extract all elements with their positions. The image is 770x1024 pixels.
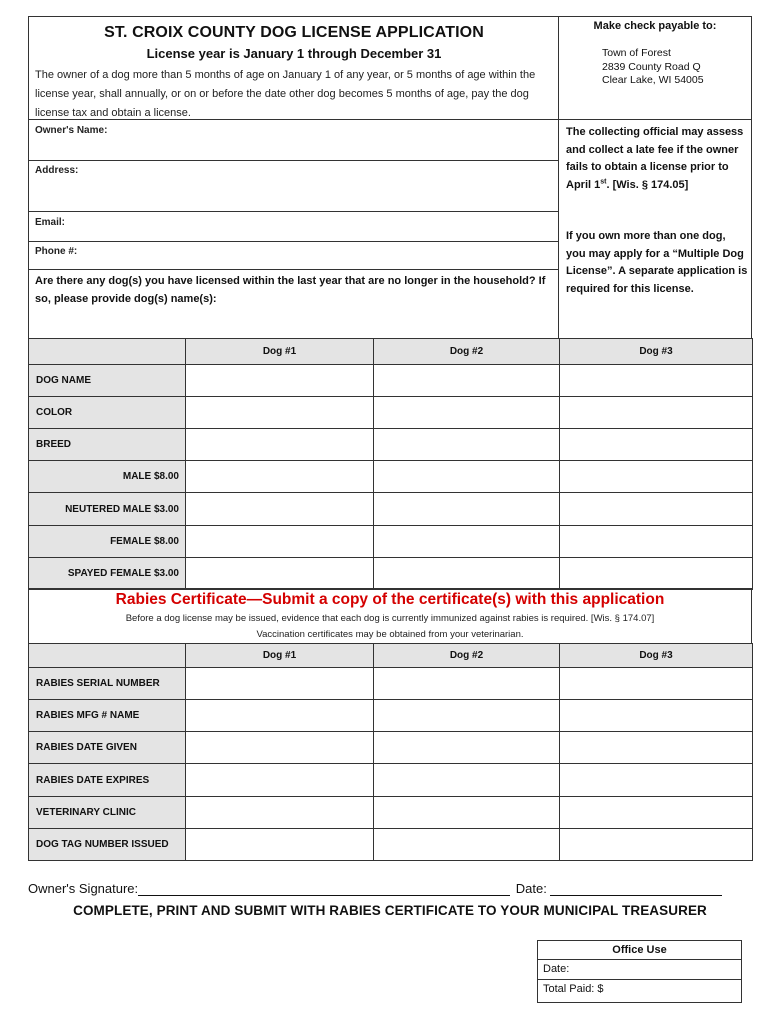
table-row: [29, 829, 753, 861]
dog-2-rabies-date-given-cell[interactable]: [374, 732, 560, 764]
dog-2-color-cell[interactable]: [374, 397, 560, 429]
table-row: [29, 764, 753, 797]
email-label: Email:: [35, 217, 66, 228]
rabies-col-dog-3: Dog #3: [560, 644, 753, 668]
signature-date-line[interactable]: [550, 881, 722, 896]
dog-1-tag-number-cell[interactable]: [186, 829, 374, 861]
dog-3-breed-cell[interactable]: [560, 429, 753, 461]
dog-1-rabies-date-expires-cell[interactable]: [186, 764, 374, 797]
dog-2-neutered-male-cell[interactable]: [374, 493, 560, 526]
row-label-dog-name: DOG NAME: [29, 365, 186, 397]
dog-2-rabies-mfg-cell[interactable]: [374, 700, 560, 732]
late-fee-notice: [566, 124, 748, 194]
dog-2-breed-cell[interactable]: [374, 429, 560, 461]
row-label-rabies-date-expires: RABIES DATE EXPIRES: [29, 764, 186, 797]
license-col-dog-3: Dog #3: [560, 339, 753, 365]
dog-2-male-cell[interactable]: [374, 461, 560, 493]
phone-field[interactable]: [28, 241, 559, 270]
row-label-female: FEMALE $8.00: [29, 526, 186, 558]
email-field[interactable]: [28, 211, 559, 242]
owner-name-field[interactable]: [28, 119, 559, 161]
table-row: [29, 365, 753, 397]
late-fee-notice-b: . [Wis. § 174.05]: [606, 178, 689, 191]
rabies-header-blank: [29, 644, 186, 668]
table-row: [29, 558, 753, 590]
owner-signature-line[interactable]: [138, 881, 510, 896]
row-label-breed: BREED: [29, 429, 186, 461]
phone-label: Phone #:: [35, 246, 78, 257]
payable-title: Make check payable to:: [593, 20, 717, 32]
row-label-rabies-mfg: RABIES MFG # NAME: [29, 700, 186, 732]
dog-2-spayed-female-cell[interactable]: [374, 558, 560, 590]
payable-line-3: Clear Lake, WI 54005: [602, 74, 704, 86]
table-row: [29, 668, 753, 700]
page-title: ST. CROIX COUNTY DOG LICENSE APPLICATION: [104, 24, 484, 41]
dog-1-neutered-male-cell[interactable]: [186, 493, 374, 526]
dog-3-vet-clinic-cell[interactable]: [560, 797, 753, 829]
dog-1-name-cell[interactable]: [186, 365, 374, 397]
dog-1-rabies-serial-cell[interactable]: [186, 668, 374, 700]
license-year-subtitle: License year is January 1 through December 31: [146, 46, 442, 61]
dog-2-rabies-serial-cell[interactable]: [374, 668, 560, 700]
late-fee-notice-a: The collecting official may assess and collect a late fee if the owner fails to obtain a license prior to April 1: [566, 126, 744, 191]
license-header-row: [29, 339, 753, 365]
table-row: [29, 429, 753, 461]
rabies-table: [28, 643, 753, 861]
dog-1-spayed-female-cell[interactable]: [186, 558, 374, 590]
dog-3-rabies-serial-cell[interactable]: [560, 668, 753, 700]
dog-1-male-cell[interactable]: [186, 461, 374, 493]
dog-2-female-cell[interactable]: [374, 526, 560, 558]
dog-1-rabies-date-given-cell[interactable]: [186, 732, 374, 764]
table-row: [29, 700, 753, 732]
dog-2-tag-number-cell[interactable]: [374, 829, 560, 861]
intro-text: The owner of a dog more than 5 months of age on January 1 of any year, or 5 months of age within the license year, shall annually, or on or before the date other dog becomes 5 months of age, pay the dog license tax and obtain a license.: [35, 69, 536, 119]
address-label: Address:: [35, 165, 79, 176]
rabies-header-row: [29, 644, 753, 668]
previous-dogs-question: Are there any dog(s) you have licensed within the last year that are no longer in the household? If so, please provide dog(s) name(s):: [35, 275, 546, 305]
dog-1-vet-clinic-cell[interactable]: [186, 797, 374, 829]
dog-3-female-cell[interactable]: [560, 526, 753, 558]
dog-3-rabies-mfg-cell[interactable]: [560, 700, 753, 732]
payable-line-2: 2839 County Road Q: [602, 60, 701, 73]
payable-address: [602, 47, 704, 88]
row-label-dog-tag-number: DOG TAG NUMBER ISSUED: [29, 829, 186, 861]
owner-name-label: Owner's Name:: [35, 125, 108, 136]
dog-3-rabies-date-given-cell[interactable]: [560, 732, 753, 764]
owner-signature-label: Owner's Signature:: [28, 881, 139, 896]
table-row: [29, 732, 753, 764]
row-label-spayed-female: SPAYED FEMALE $3.00: [29, 558, 186, 590]
office-use-divider-1: [537, 959, 742, 960]
row-label-neutered-male: NEUTERED MALE $3.00: [29, 493, 186, 526]
office-use-total-paid-label: Total Paid: $: [543, 983, 604, 995]
rabies-col-dog-2: Dog #2: [374, 644, 560, 668]
dog-2-rabies-date-expires-cell[interactable]: [374, 764, 560, 797]
rabies-title: Rabies Certificate—Submit a copy of the certificate(s) with this application: [115, 591, 665, 608]
multiple-dog-notice: If you own more than one dog, you may apply for a “Multiple Dog License”. A separate application is required for this license.: [566, 230, 748, 295]
table-row: [29, 397, 753, 429]
table-row: [29, 797, 753, 829]
dog-2-name-cell[interactable]: [374, 365, 560, 397]
table-row: [29, 493, 753, 526]
signature-date-label: Date:: [515, 881, 547, 896]
dog-1-rabies-mfg-cell[interactable]: [186, 700, 374, 732]
office-use-date-label: Date:: [543, 963, 570, 975]
row-label-rabies-date-given: RABIES DATE GIVEN: [29, 732, 186, 764]
dog-1-female-cell[interactable]: [186, 526, 374, 558]
payable-line-1: Town of Forest: [602, 47, 671, 59]
office-use-divider-2: [537, 979, 742, 980]
license-col-dog-1: Dog #1: [186, 339, 374, 365]
dog-3-spayed-female-cell[interactable]: [560, 558, 753, 590]
license-col-dog-2: Dog #2: [374, 339, 560, 365]
dog-3-color-cell[interactable]: [560, 397, 753, 429]
footer-instruction: COMPLETE, PRINT AND SUBMIT WITH RABIES CERTIFICATE TO YOUR MUNICIPAL TREASURER: [73, 903, 707, 918]
license-header-blank: [29, 339, 186, 365]
dog-3-neutered-male-cell[interactable]: [560, 493, 753, 526]
dog-1-color-cell[interactable]: [186, 397, 374, 429]
row-label-color: COLOR: [29, 397, 186, 429]
row-label-veterinary-clinic: VETERINARY CLINIC: [29, 797, 186, 829]
signature-row: [28, 881, 752, 896]
table-row: [29, 526, 753, 558]
dog-3-tag-number-cell[interactable]: [560, 829, 753, 861]
row-label-male: MALE $8.00: [29, 461, 186, 493]
dog-3-name-cell[interactable]: [560, 365, 753, 397]
table-row: [29, 461, 753, 493]
office-use-title: Office Use: [612, 944, 667, 956]
late-fee-notice-sup: st: [600, 177, 607, 185]
address-field[interactable]: [28, 160, 559, 212]
rabies-note-2: Vaccination certificates may be obtained from your veterinarian.: [256, 629, 524, 640]
row-label-rabies-serial: RABIES SERIAL NUMBER: [29, 668, 186, 700]
dog-2-vet-clinic-cell[interactable]: [374, 797, 560, 829]
license-table: [28, 338, 753, 590]
rabies-note-1: Before a dog license may be issued, evidence that each dog is currently immunized against rabies is required. [Wis. § 174.07]: [125, 613, 655, 624]
dog-1-breed-cell[interactable]: [186, 429, 374, 461]
rabies-col-dog-1: Dog #1: [186, 644, 374, 668]
dog-3-male-cell[interactable]: [560, 461, 753, 493]
dog-3-rabies-date-expires-cell[interactable]: [560, 764, 753, 797]
